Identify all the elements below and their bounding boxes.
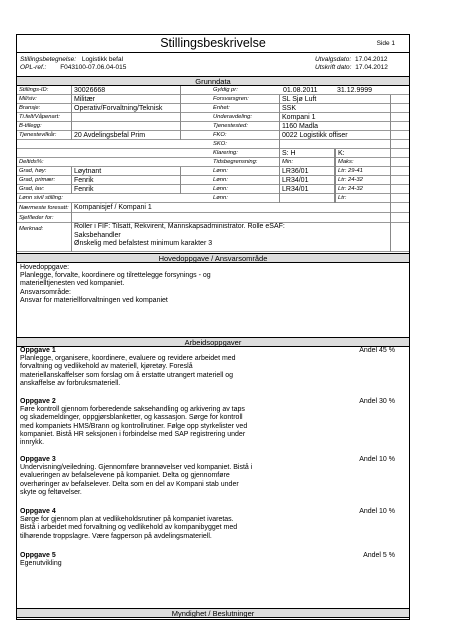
grad-primaer-label: Grad, primær:	[19, 177, 56, 183]
milsiv-value: Militær	[71, 95, 181, 104]
hovedoppgave-line: Ansvar for materiellforvaltningen ved kompaniet	[20, 296, 168, 304]
underavdeling-value: Kompani 1	[279, 113, 391, 122]
k-label: K:	[335, 149, 391, 158]
arbeidsoppgaver-heading: Arbeidsoppgaver	[17, 337, 409, 347]
utvalg-label: Utvalgsdato:	[315, 56, 352, 63]
task-3-andel: Andel 10 %	[359, 456, 395, 463]
document-title: Stillingsbeskrivelse	[160, 36, 266, 50]
tjenestested-label: Tjenestested:	[213, 123, 248, 129]
task-line: overhøringer av befalselever. Delta som en del av Kompani stab under	[20, 480, 239, 488]
task-line: kompaniet. Bistå HR seksjonen i forbindelse med SAP registrering under	[20, 430, 246, 438]
merknad-label: Merknad:	[19, 226, 44, 232]
grad-lav-value: Fenrik	[71, 185, 181, 194]
ltr-primaer-value: Ltr: 24-32	[335, 176, 391, 185]
task-line: Undervisning/veiledning. Gjennomføre brannøvelser ved kompaniet. Bistå i	[20, 464, 253, 472]
btillegg-value	[71, 122, 181, 131]
task-line: Planlegge, organisere, koordinere, evaluere og revidere arbeidet med	[20, 355, 236, 363]
row-grad-lav	[17, 185, 409, 194]
utskrift-label: Utskrift dato:	[315, 64, 352, 71]
hovedoppgave-heading: Hovedoppgave / Ansvarsområde	[17, 253, 409, 263]
tilfelt-value	[71, 113, 181, 122]
task-line: tilhørende troppslagre. Være fagperson på avdelingsmateriell.	[20, 532, 212, 540]
row-lonn-sivil	[17, 194, 409, 203]
tjenestevilkar-value: 20 Avdelingsbefal Prim	[71, 131, 181, 140]
opl-label: OPL-ref.:	[20, 64, 47, 71]
utvalg-meta	[315, 56, 388, 64]
task-5	[20, 552, 390, 568]
myndighet-heading: Myndighet / Beslutninger	[17, 608, 409, 618]
lonn-sivil-lonn-label: Lønn:	[213, 195, 228, 201]
task-line: med kompaniets HMS/Brann og kontrollrutiner. Følge opp styrkelister ved	[20, 422, 248, 430]
fko-value: 0022 Logistikk offiser	[279, 131, 391, 140]
maks-label: Maks:	[335, 158, 391, 167]
task-line: anskaffelse av forbruksmateriell.	[20, 379, 121, 387]
row-deltids	[17, 158, 409, 167]
row-milsiv	[17, 95, 409, 104]
forsvarsgren-value: SL Sjø Luft	[279, 95, 391, 104]
merknad-line: Roller i FIF: Tilsatt, Rekvirent, Mannskapsadministrator. Rolle eSAF:	[74, 223, 285, 230]
task-2-andel: Andel 30 %	[359, 398, 395, 405]
stillings-id-value: 30026668	[71, 86, 181, 95]
opl-meta	[20, 64, 126, 72]
lonn-primaer-value: LR34/01	[279, 176, 335, 185]
lonn-lav-label: Lønn:	[213, 186, 228, 192]
lonn-hoy-value: LR36/01	[279, 167, 335, 176]
task-2	[20, 398, 390, 447]
hovedoppgave-line: Planlegge, forvalte, koordinere og tilrettelegge forsynings - og	[20, 272, 211, 280]
task-line: materiellanskaffelser som forslag om å erstatte utrangert materiell og	[20, 371, 234, 379]
grad-hoy-label: Grad, høy:	[19, 168, 47, 174]
tjenestevilkar-label: Tjenestevilkår:	[19, 132, 57, 138]
sko-value	[279, 140, 391, 149]
task-4	[20, 508, 390, 541]
row-nermeste	[17, 203, 409, 213]
grad-primaer-value: Fenrik	[71, 176, 181, 185]
nermeste-value: Kompanisjef / Kompani 1	[71, 203, 391, 213]
row-grad-hoy	[17, 167, 409, 176]
task-line: forvaltning og vedlikehold av materiell, kjøretøy. Foreslå	[20, 363, 193, 371]
underavdeling-label: Underavdeling:	[213, 114, 252, 120]
task-3	[20, 456, 390, 497]
title-row	[17, 35, 409, 53]
task-line: Føre kontroll gjennom forberedende saksehandling og arkivering av taps	[20, 406, 245, 414]
row-tilfelt	[17, 113, 409, 122]
tidsbegrensning-label: Tidsbegrensning:	[213, 159, 258, 165]
lonn-lav-value: LR34/01	[279, 185, 335, 194]
task-title: Oppgave 1	[20, 347, 56, 354]
task-1-andel: Andel 45 %	[359, 347, 395, 354]
bransje-value: Operativ/Forvaltning/Teknisk	[71, 104, 181, 113]
nermeste-label: Nærmeste foresatt:	[19, 205, 69, 211]
deltids-label: Deltids%:	[19, 159, 44, 165]
row-btillegg	[17, 122, 409, 131]
ltr-hoy-value: Ltr: 29-41	[335, 167, 391, 176]
milsiv-label: Mil/siv:	[19, 96, 37, 102]
merknad-value	[71, 223, 391, 252]
stilling-value: Logistikk befal	[81, 56, 124, 63]
klarering-label: Klarering:	[213, 150, 238, 156]
btillegg-label: B-tillegg:	[19, 123, 42, 129]
stilling-meta	[20, 56, 123, 64]
lonn-hoy-label: Lønn:	[213, 168, 228, 174]
row-stillings-id	[17, 86, 409, 95]
grad-hoy-value: Løytnant	[71, 167, 181, 176]
klarering-value: S: H	[279, 149, 335, 158]
document-page	[16, 34, 410, 620]
grad-lav-label: Grad, lav:	[19, 186, 45, 192]
page-number: Side 1	[376, 40, 395, 47]
gyldig-fra-value: 01.08.2011	[283, 87, 318, 94]
task-title: Oppgave 4	[20, 508, 56, 515]
utskrift-value: 17.04.2012	[355, 64, 388, 71]
sko-label: SKO:	[213, 141, 227, 147]
hovedoppgave-line: Ansvarsområde:	[20, 288, 71, 296]
task-line: Bistå i arbeidet med forvaltning og vedlikehold av kompanibygget med	[20, 524, 238, 532]
ltr-lav-value: Ltr: 24-32	[335, 185, 391, 194]
min-label: Min:	[279, 158, 335, 167]
task-title: Oppgave 5	[20, 552, 56, 559]
task-title: Oppgave 2	[20, 398, 56, 405]
hovedoppgave-line: materielltjenesten ved kompaniet.	[20, 280, 125, 288]
task-line: evalueringen av befalselevene på kompaniet. Delta og gjennomføre	[20, 472, 230, 480]
row-sko	[17, 140, 409, 149]
enhet-value: SSK	[279, 104, 391, 113]
tjenestested-value: 1160 Madla	[279, 122, 391, 131]
task-line: Egenutvikling	[20, 560, 62, 568]
lonn-sivil-value	[279, 194, 335, 203]
grunndata-heading: Grunndata	[17, 76, 409, 86]
merknad-line: Saksbehandler	[74, 231, 121, 239]
gyldig-label: Gyldig pr:	[213, 87, 238, 93]
row-sjefleder	[17, 213, 409, 223]
sjefleder-value	[71, 213, 391, 223]
opl-value: F043100-07.06.04-015	[60, 64, 127, 71]
stilling-label: Stillingsbetegnelse:	[20, 56, 77, 63]
forsvarsgren-label: Forsvarsgren:	[213, 96, 249, 102]
task-4-andel: Andel 10 %	[359, 508, 395, 515]
stillings-id-label: Stillings-ID:	[19, 87, 49, 93]
task-line: og skademeldinger, oppgjørsblanketter, og kassasjon. Sørge for kontroll	[20, 414, 243, 422]
hovedoppgave-text	[20, 264, 211, 305]
hovedoppgave-line: Hovedoppgave:	[20, 264, 70, 271]
task-1	[20, 347, 390, 388]
tilfelt-label: Ti.felt/Våpenart:	[19, 114, 60, 120]
row-grad-primaer	[17, 176, 409, 185]
task-line: innrykk.	[20, 439, 45, 447]
task-title: Oppgave 3	[20, 456, 56, 463]
lonn-sivil-label: Lønn sivil stilling:	[19, 195, 63, 201]
task-line: skyte og feltøvelser.	[20, 488, 82, 496]
gyldig-til-value: 31.12.9999	[337, 87, 373, 94]
fko-label: FKO:	[213, 132, 227, 138]
utskrift-meta	[315, 64, 388, 72]
utvalg-value: 17.04.2012	[354, 56, 388, 63]
task-line: Sørge for gjennom plan at vedlikeholdsrutiner på kompaniet ivaretas.	[20, 516, 234, 524]
row-merknad	[17, 223, 409, 252]
sjefleder-label: Sjef/leder for:	[19, 215, 54, 221]
bransje-label: Bransje:	[19, 105, 41, 111]
task-5-andel: Andel 5 %	[363, 552, 395, 559]
row-bransje	[17, 104, 409, 113]
row-tjenestevilkar	[17, 131, 409, 140]
lonn-primaer-label: Lønn:	[213, 177, 228, 183]
enhet-label: Enhet:	[213, 105, 230, 111]
merknad-line: Ønskelig med befalstest minimum karakter 3	[74, 240, 213, 247]
row-klarering	[17, 149, 409, 158]
ltr-sivil-label: Ltr:	[335, 194, 391, 203]
